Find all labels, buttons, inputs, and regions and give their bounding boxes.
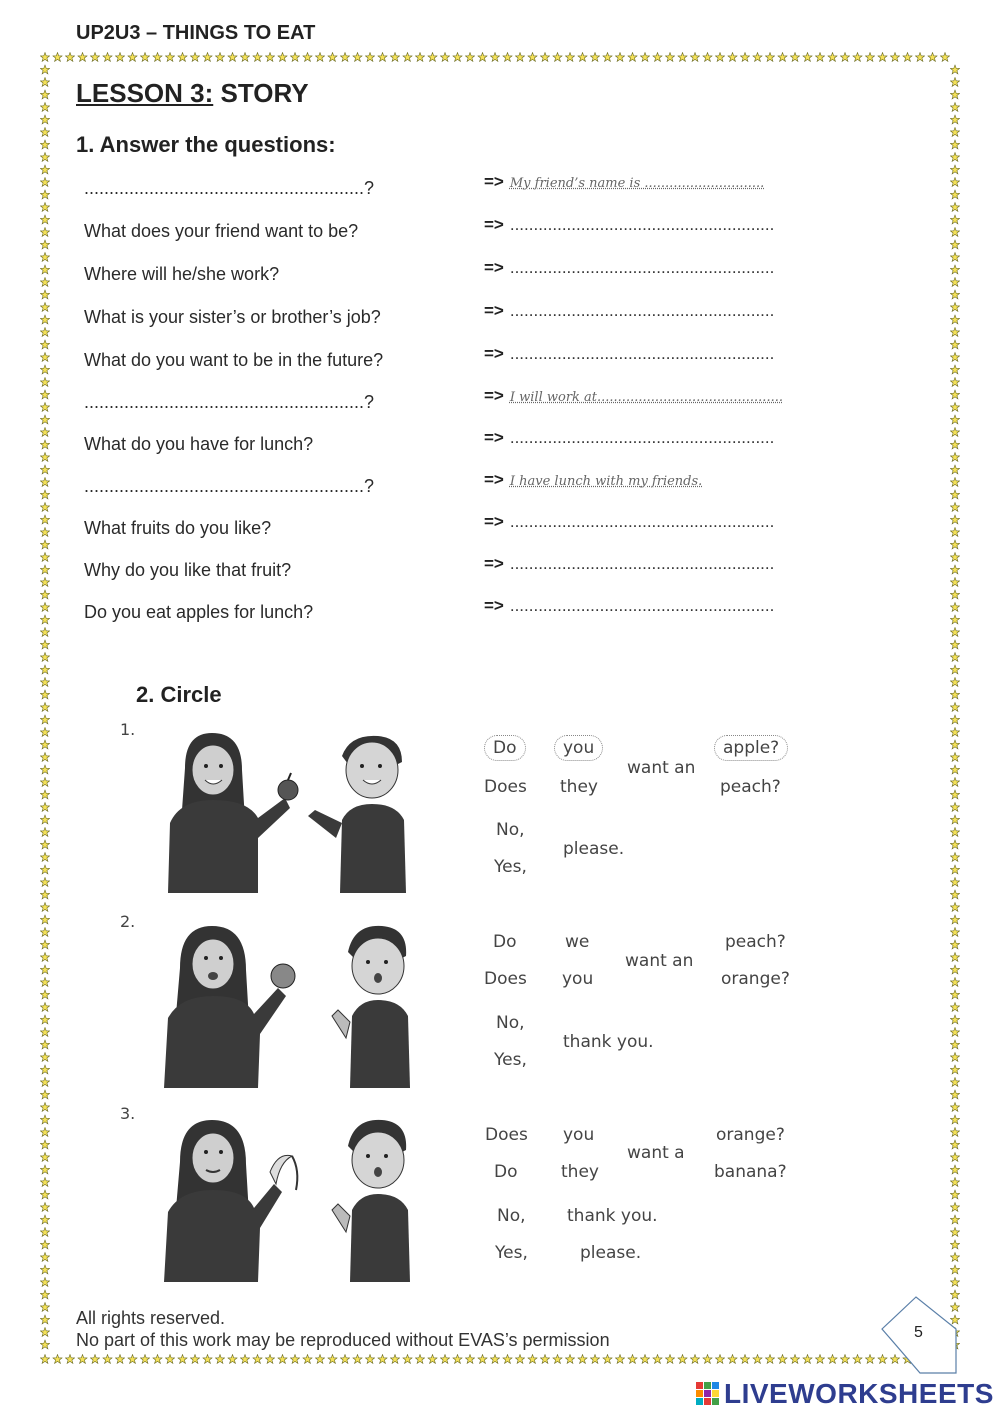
exercise-3-picture xyxy=(150,1112,430,1282)
ex2-word-do[interactable]: Do xyxy=(493,932,517,952)
answer-arrow: => xyxy=(484,301,504,320)
ex3-word-you[interactable]: you xyxy=(563,1125,595,1145)
question-text: What fruits do you like? xyxy=(84,518,272,538)
permission-line: No part of this work may be reproduced without EVAS’s permission xyxy=(76,1330,610,1350)
ex2-word-yes[interactable]: Yes, xyxy=(494,1050,527,1070)
qa-row xyxy=(84,428,804,464)
boy-figure xyxy=(332,926,410,1088)
qa-row xyxy=(84,554,804,590)
question-text: What is your sister’s or brother’s job? xyxy=(84,307,381,327)
ex3-word-want-a: want a xyxy=(627,1143,685,1163)
ex1-word-no[interactable]: No, xyxy=(496,820,525,840)
qa-row xyxy=(84,470,804,506)
answer-blank[interactable]: ........................................................ xyxy=(509,258,775,277)
ex2-word-does[interactable]: Does xyxy=(484,969,527,989)
ex1-word-does[interactable]: Does xyxy=(484,777,527,797)
ex2-word-no[interactable]: No, xyxy=(496,1013,525,1033)
ex1-word-do[interactable]: Do xyxy=(484,738,526,758)
section1-title: 1. Answer the questions: xyxy=(76,132,336,157)
liveworksheets-logo-icon xyxy=(696,1382,720,1406)
answer-arrow: => xyxy=(484,512,504,531)
apple-icon xyxy=(278,773,298,800)
answer-hint[interactable]: I will work at............................................. xyxy=(509,390,783,405)
boy-figure xyxy=(308,736,406,893)
qa-row xyxy=(84,386,804,422)
answer-field[interactable] xyxy=(484,215,774,235)
orange-icon xyxy=(271,964,295,988)
answer-arrow: => xyxy=(484,344,504,363)
question-text[interactable]: ........................................................? xyxy=(84,178,375,198)
answer-arrow: => xyxy=(484,386,504,405)
ex1-word-apple[interactable]: apple? xyxy=(714,738,788,758)
exercise-1-picture xyxy=(150,728,430,893)
question-text: What do you have for lunch? xyxy=(84,434,314,454)
girl-figure xyxy=(168,733,290,893)
ex3-word-please[interactable]: please. xyxy=(580,1243,642,1263)
liveworksheets-brand[interactable]: LIVEWORKSHEETS xyxy=(724,1378,994,1409)
answer-arrow: => xyxy=(484,554,504,573)
answer-blank[interactable]: ........................................................ xyxy=(509,301,775,320)
ex1-word-yes[interactable]: Yes, xyxy=(494,857,527,877)
answer-arrow: => xyxy=(484,428,504,447)
answer-field[interactable] xyxy=(484,428,774,448)
answer-blank[interactable]: ........................................................ xyxy=(509,596,775,615)
answer-blank[interactable]: ........................................................ xyxy=(509,215,775,234)
girl-figure xyxy=(164,1120,282,1282)
answer-field[interactable] xyxy=(484,301,774,321)
ex3-word-no[interactable]: No, xyxy=(497,1206,526,1226)
exercise-2-number: 2. xyxy=(120,912,136,931)
answer-arrow: => xyxy=(484,215,504,234)
section2-title: 2. Circle xyxy=(136,682,222,707)
exercise-1-number: 1. xyxy=(120,720,136,739)
answer-hint[interactable]: I have lunch with my friends. xyxy=(509,474,703,489)
ex2-word-peach[interactable]: peach? xyxy=(725,932,786,952)
ex1-word-they[interactable]: they xyxy=(560,777,598,797)
lesson-label: LESSON 3: xyxy=(76,78,214,108)
copyright-line: All rights reserved. xyxy=(76,1308,226,1328)
answer-field[interactable] xyxy=(484,172,764,192)
qa-row xyxy=(84,344,804,380)
answer-arrow: => xyxy=(484,596,504,615)
ex3-word-orange[interactable]: orange? xyxy=(716,1125,785,1145)
answer-field[interactable] xyxy=(484,386,783,406)
ex1-word-you[interactable]: you xyxy=(554,738,603,758)
ex1-word-want-an: want an xyxy=(627,758,696,778)
answer-field[interactable] xyxy=(484,596,774,616)
ex2-word-thank-you: thank you. xyxy=(563,1032,654,1052)
ex2-word-you[interactable]: you xyxy=(562,969,594,989)
ex1-word-please: please. xyxy=(563,839,625,859)
ex2-word-orange[interactable]: orange? xyxy=(721,969,790,989)
lesson-name: STORY xyxy=(213,78,309,108)
ex1-word-peach[interactable]: peach? xyxy=(720,777,781,797)
answer-arrow: => xyxy=(484,470,504,489)
answer-arrow: => xyxy=(484,258,504,277)
qa-row xyxy=(84,172,804,208)
ex2-word-we[interactable]: we xyxy=(565,932,590,952)
ex3-word-do[interactable]: Do xyxy=(494,1162,518,1182)
qa-row xyxy=(84,301,804,337)
question-text: What does your friend want to be? xyxy=(84,221,359,241)
answer-hint[interactable]: My friend’s name is ............................. xyxy=(509,176,765,191)
question-text: What do you want to be in the future? xyxy=(84,350,384,370)
ex3-word-banana[interactable]: banana? xyxy=(714,1162,787,1182)
qa-row xyxy=(84,596,804,632)
answer-blank[interactable]: ........................................................ xyxy=(509,554,775,573)
boy-figure xyxy=(332,1120,410,1282)
ex3-word-yes[interactable]: Yes, xyxy=(495,1243,528,1263)
question-text: Do you eat apples for lunch? xyxy=(84,602,314,622)
answer-blank[interactable]: ........................................................ xyxy=(509,428,775,447)
ex3-word-does[interactable]: Does xyxy=(485,1125,528,1145)
exercise-3-number: 3. xyxy=(120,1104,136,1123)
answer-field[interactable] xyxy=(484,470,702,490)
ex3-word-thank-you[interactable]: thank you. xyxy=(567,1206,658,1226)
lesson-title xyxy=(76,78,309,109)
qa-row xyxy=(84,215,804,251)
answer-field[interactable] xyxy=(484,258,774,278)
qa-row xyxy=(84,258,804,294)
question-text[interactable]: ........................................................? xyxy=(84,476,375,496)
qa-row xyxy=(84,512,804,548)
answer-field[interactable] xyxy=(484,512,774,532)
girl-figure xyxy=(164,926,286,1088)
ex2-word-want-an: want an xyxy=(625,951,694,971)
answer-blank[interactable]: ........................................................ xyxy=(509,512,775,531)
ex3-word-they[interactable]: they xyxy=(561,1162,599,1182)
answer-blank[interactable]: ........................................................ xyxy=(509,344,775,363)
answer-field[interactable] xyxy=(484,344,774,364)
exercise-2-picture xyxy=(150,918,430,1088)
worksheet-header: UP2U3 – THINGS TO EAT xyxy=(76,22,316,44)
question-text: Why do you like that fruit? xyxy=(84,560,292,580)
answer-field[interactable] xyxy=(484,554,774,574)
answer-arrow: => xyxy=(484,172,504,191)
page-number: 5 xyxy=(914,1324,923,1341)
question-text[interactable]: ........................................................? xyxy=(84,392,375,412)
question-text: Where will he/she work? xyxy=(84,264,280,284)
